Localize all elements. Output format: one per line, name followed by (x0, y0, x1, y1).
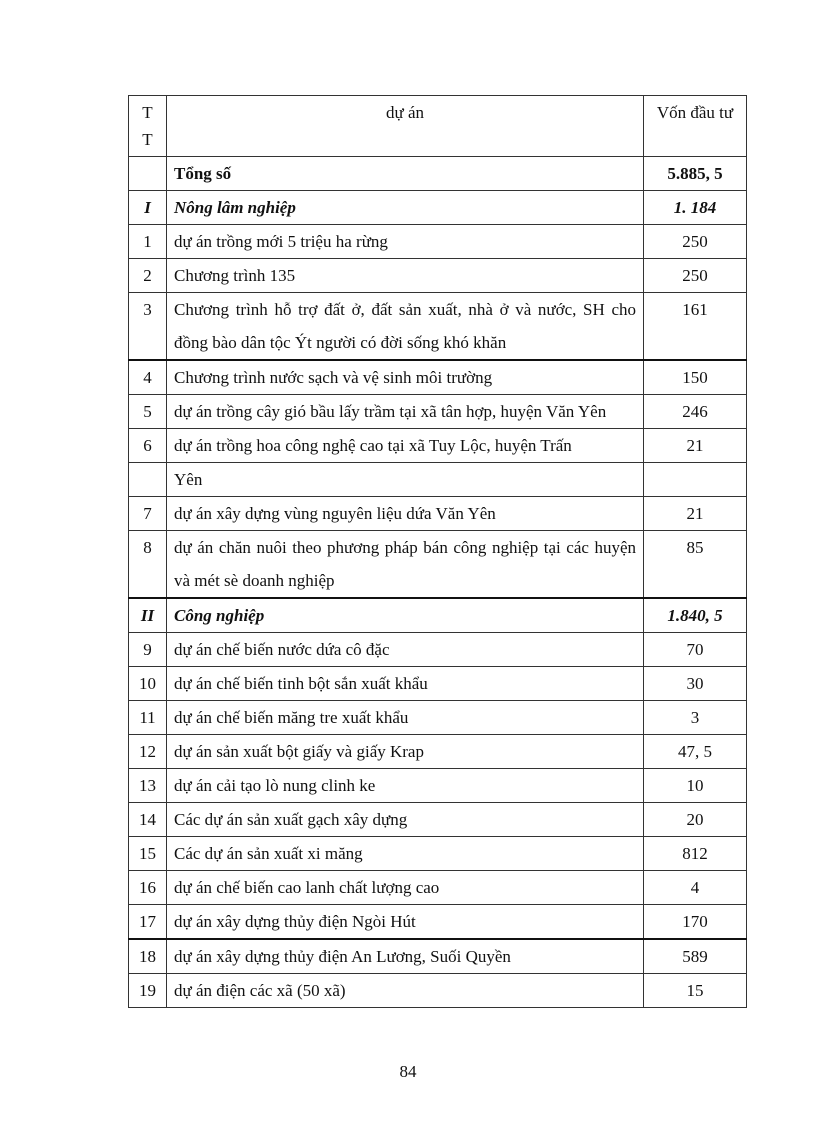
investment-table (128, 95, 747, 1008)
row-project-name: Yên (167, 463, 644, 497)
row-investment-value: 70 (644, 633, 747, 667)
row-investment-value: 246 (644, 395, 747, 429)
row-investment-value: 1. 184 (644, 191, 747, 225)
row-project-name: dự án trồng hoa công nghệ cao tại xã Tuy Lộc, huyện Trấn (167, 429, 644, 463)
row-number: I (129, 191, 167, 225)
row-project-name: dự án sản xuất bột giấy và giấy Krap (167, 735, 644, 769)
table-row (129, 701, 747, 735)
table-row (129, 463, 747, 497)
row-project-name: dự án điện các xã (50 xã) (167, 974, 644, 1008)
header-tt-text: T T (142, 103, 153, 149)
row-number: 17 (129, 905, 167, 940)
row-number: 16 (129, 871, 167, 905)
section-row (129, 598, 747, 633)
page-number: 84 (399, 1062, 417, 1081)
row-investment-value: 21 (644, 429, 747, 463)
table-row (129, 497, 747, 531)
section-row (129, 191, 747, 225)
row-investment-value: 15 (644, 974, 747, 1008)
table-row (129, 769, 747, 803)
table-row (129, 905, 747, 940)
row-investment-value: 21 (644, 497, 747, 531)
header-tt (129, 96, 167, 157)
row-number: 10 (129, 667, 167, 701)
row-number (129, 463, 167, 497)
row-number: 19 (129, 974, 167, 1008)
row-project-name: dự án chăn nuôi theo phương pháp bán công nghiệp tại các huyện và mét sè doanh nghiệp (167, 531, 644, 599)
row-project-name: dự án xây dựng thủy điện Ngòi Hút (167, 905, 644, 940)
table-row (129, 667, 747, 701)
row-number: 14 (129, 803, 167, 837)
row-number: II (129, 598, 167, 633)
row-number: 3 (129, 293, 167, 361)
row-project-name: Các dự án sản xuất gạch xây dựng (167, 803, 644, 837)
table-row (129, 939, 747, 974)
row-investment-value: 47, 5 (644, 735, 747, 769)
row-project-name: dự án trồng cây gió bầu lấy trầm tại xã tân hợp, huyện Văn Yên (167, 395, 644, 429)
row-number: 6 (129, 429, 167, 463)
row-investment-value: 170 (644, 905, 747, 940)
row-project-name: dự án chế biến tinh bột sắn xuất khẩu (167, 667, 644, 701)
row-investment-value: 3 (644, 701, 747, 735)
table-row (129, 259, 747, 293)
row-project-name: Tổng số (167, 157, 644, 191)
row-project-name: Chương trình nước sạch và vệ sinh môi trường (167, 360, 644, 395)
row-number: 7 (129, 497, 167, 531)
row-number: 8 (129, 531, 167, 599)
table-row (129, 633, 747, 667)
row-investment-value: 30 (644, 667, 747, 701)
row-investment-value (644, 463, 747, 497)
row-project-name: dự án chế biến cao lanh chất lượng cao (167, 871, 644, 905)
row-project-name: dự án xây dựng thủy điện An Lương, Suối Quyền (167, 939, 644, 974)
table-row (129, 225, 747, 259)
table-row (129, 531, 747, 599)
row-investment-value: 812 (644, 837, 747, 871)
row-number: 9 (129, 633, 167, 667)
row-investment-value: 1.840, 5 (644, 598, 747, 633)
table-row (129, 360, 747, 395)
row-project-name: Nông lâm nghiệp (167, 191, 644, 225)
table-header-row (129, 96, 747, 157)
row-investment-value: 250 (644, 259, 747, 293)
table-row (129, 429, 747, 463)
row-number (129, 157, 167, 191)
row-project-name: Chương trình 135 (167, 259, 644, 293)
row-project-name: Công nghiệp (167, 598, 644, 633)
row-project-name: dự án cải tạo lò nung clinh ke (167, 769, 644, 803)
row-project-name: dự án chế biến măng tre xuất khẩu (167, 701, 644, 735)
table-row (129, 871, 747, 905)
header-investment: Vốn đầu tư (644, 96, 747, 157)
row-project-name: Các dự án sản xuất xi măng (167, 837, 644, 871)
row-number: 4 (129, 360, 167, 395)
table-row (129, 974, 747, 1008)
row-investment-value: 10 (644, 769, 747, 803)
header-project: dự án (167, 96, 644, 157)
table-row (129, 293, 747, 361)
table-row (129, 803, 747, 837)
row-number: 5 (129, 395, 167, 429)
table-row (129, 395, 747, 429)
row-number: 18 (129, 939, 167, 974)
row-investment-value: 161 (644, 293, 747, 361)
row-investment-value: 20 (644, 803, 747, 837)
row-number: 13 (129, 769, 167, 803)
row-investment-value: 85 (644, 531, 747, 599)
row-project-name: Chương trình hỗ trợ đất ở, đất sản xuất, nhà ở và nước, SH cho đồng bào dân tộc Ýt người có đời sống khó khăn (167, 293, 644, 361)
row-project-name: dự án xây dựng vùng nguyên liệu dứa Văn Yên (167, 497, 644, 531)
row-investment-value: 4 (644, 871, 747, 905)
row-project-name: dự án trồng mới 5 triệu ha rừng (167, 225, 644, 259)
row-project-name: dự án chế biến nước dứa cô đặc (167, 633, 644, 667)
row-number: 1 (129, 225, 167, 259)
row-number: 11 (129, 701, 167, 735)
row-investment-value: 589 (644, 939, 747, 974)
row-number: 2 (129, 259, 167, 293)
row-investment-value: 5.885, 5 (644, 157, 747, 191)
total-row (129, 157, 747, 191)
row-investment-value: 250 (644, 225, 747, 259)
table-row (129, 735, 747, 769)
row-number: 12 (129, 735, 167, 769)
row-number: 15 (129, 837, 167, 871)
row-investment-value: 150 (644, 360, 747, 395)
table-row (129, 837, 747, 871)
